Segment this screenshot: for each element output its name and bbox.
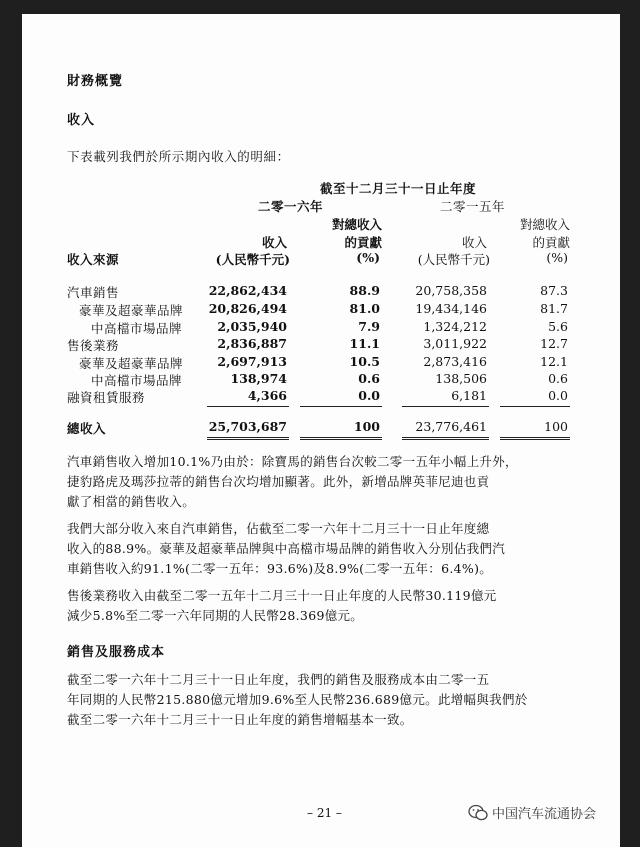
rule-total-pct-2015-a [500, 437, 570, 438]
watermark-text: 中国汽车流通协会 [492, 807, 597, 822]
cell-total-rev-2015: 23,776,461 [415, 419, 487, 434]
paragraph-line: 捷豹路虎及瑪莎拉蒂的銷售台次均增加顯著。此外，新增品牌英菲尼迪也貢 [67, 474, 490, 489]
cell-total-pct-2015: 100 [544, 419, 568, 434]
col-header-revenue-unit-2015: (人民幣千元) [417, 252, 490, 267]
paragraph-vehicle-sales [67, 452, 518, 512]
cell-rev-2016: 2,836,887 [217, 336, 287, 351]
paragraph-cost-of-sales [67, 670, 528, 730]
rule-subtotal-rev-2015 [402, 406, 489, 407]
cell-rev-2016: 20,826,494 [208, 301, 287, 316]
paragraph-line: 截至二零一六年十二月三十一日止年度的銷售增幅基本一致。 [67, 712, 413, 727]
document-page [22, 14, 620, 847]
page-number: – 21 – [307, 806, 342, 820]
cell-pct-2016: 11.1 [349, 336, 380, 351]
cell-pct-2016: 0.6 [358, 371, 380, 386]
cell-pct-2016: 7.9 [358, 319, 380, 334]
cell-rev-2016: 138,974 [230, 371, 287, 386]
col-header-share-unit-2015: (%) [546, 250, 568, 265]
cell-pct-2015: 81.7 [540, 301, 568, 316]
rule-total-pct-2015-b [500, 439, 570, 440]
cell-rev-2015: 138,506 [435, 371, 487, 386]
rule-total-rev-2016-b [207, 439, 289, 440]
section-heading-cost-of-sales: 銷售及服務成本 [67, 645, 166, 660]
table-row-label: 中高檔市場品牌 [91, 321, 183, 336]
cell-pct-2015: 87.3 [540, 283, 568, 298]
col-header-share-2016-line2: 的貢獻 [344, 235, 382, 250]
table-row-label: 豪華及超豪華品牌 [79, 303, 184, 318]
paragraph-line: 減少5.8%至二零一六年同期的人民幣28.369億元。 [67, 608, 364, 623]
rule-subtotal-rev-2016 [207, 406, 289, 407]
table-row-label: 中高檔市場品牌 [91, 373, 183, 388]
col-header-revenue-2015: 收入 [461, 235, 487, 250]
period-header: 截至十二月三十一日止年度 [320, 181, 477, 196]
cell-total-pct-2016: 100 [353, 419, 380, 434]
cell-pct-2015: 5.6 [548, 319, 568, 334]
rule-total-rev-2015-a [402, 437, 489, 438]
col-header-revenue-unit-2016: (人民幣千元) [215, 252, 290, 267]
cell-pct-2016: 88.9 [349, 283, 380, 298]
paragraph-line: 收入的88.9%。豪華及超豪華品牌與中高檔市場品牌的銷售收入分別佔我們汽 [67, 541, 506, 556]
col-header-share-2016: 對總收入 [331, 217, 382, 232]
table-row-total-label: 總收入 [67, 421, 107, 436]
cell-pct-2015: 12.1 [540, 354, 568, 369]
paragraph-line: 獻了相當的銷售收入。 [67, 494, 196, 509]
cell-rev-2016: 22,862,434 [208, 283, 287, 298]
rule-total-rev-2016-a [207, 437, 289, 438]
row-header-revenue-source: 收入來源 [67, 252, 120, 267]
col-header-share-2015: 對總收入 [519, 217, 570, 232]
cell-pct-2016: 0.0 [358, 388, 380, 403]
col-header-share-2015-line2: 的貢獻 [532, 235, 570, 250]
rule-total-pct-2016-a [300, 437, 382, 438]
year-2016-header: 二零一六年 [258, 199, 324, 214]
cell-rev-2016: 2,035,940 [217, 319, 287, 334]
wechat-icon [468, 804, 488, 822]
cell-rev-2015: 19,434,146 [415, 301, 487, 316]
cell-pct-2016: 81.0 [349, 301, 380, 316]
paragraph-line: 汽車銷售收入增加10.1%乃由於：除寶馬的銷售台次較二零一五年小幅上升外， [67, 454, 518, 469]
col-header-share-unit-2016: (%) [356, 250, 380, 265]
rule-total-pct-2016-b [300, 439, 382, 440]
paragraph-after-sales [67, 586, 497, 626]
cell-rev-2015: 1,324,212 [423, 319, 487, 334]
section-heading-revenue: 收入 [67, 113, 96, 128]
paragraph-line: 售後業務收入由截至二零一五年十二月三十一日止年度的人民幣30.119億元 [67, 588, 497, 603]
table-intro-text: 下表載列我們於所示期內收入的明細： [67, 149, 290, 164]
cell-rev-2016: 2,697,913 [217, 354, 287, 369]
table-row-label: 汽車銷售 [67, 285, 120, 300]
cell-rev-2015: 3,011,922 [423, 336, 487, 351]
paragraph-line: 截至二零一六年十二月三十一日止年度，我們的銷售及服務成本由二零一五 [67, 672, 490, 687]
cell-pct-2016: 10.5 [349, 354, 380, 369]
cell-pct-2015: 0.0 [548, 388, 568, 403]
rule-total-rev-2015-b [402, 439, 489, 440]
table-row-label: 售後業務 [67, 338, 120, 353]
rule-subtotal-pct-2016 [300, 406, 382, 407]
table-row-label: 豪華及超豪華品牌 [79, 356, 184, 371]
rule-subtotal-pct-2015 [500, 406, 570, 407]
cell-rev-2016: 4,366 [247, 388, 287, 403]
table-row-label: 融資租賃服務 [67, 390, 146, 405]
paragraph-line: 我們大部分收入來自汽車銷售，佔截至二零一六年十二月三十一日止年度總 [67, 521, 490, 536]
cell-rev-2015: 6,181 [451, 388, 487, 403]
cell-pct-2015: 12.7 [540, 336, 568, 351]
year-2015-header: 二零一五年 [440, 199, 506, 214]
paragraph-revenue-share [67, 519, 505, 579]
cell-rev-2015: 20,758,358 [415, 283, 487, 298]
col-header-revenue-2016: 收入 [261, 235, 287, 250]
watermark [468, 803, 596, 822]
section-heading-financial-overview: 財務概覽 [67, 74, 124, 89]
paragraph-line: 年同期的人民幣215.880億元增加9.6%至人民幣236.689億元。此增幅與我們於 [67, 692, 528, 707]
cell-rev-2015: 2,873,416 [423, 354, 487, 369]
cell-total-rev-2016: 25,703,687 [208, 419, 287, 434]
paragraph-line: 車銷售收入約91.1%(二零一五年：93.6%)及8.9%(二零一五年：6.4%)。 [67, 561, 493, 576]
cell-pct-2015: 0.6 [548, 371, 568, 386]
